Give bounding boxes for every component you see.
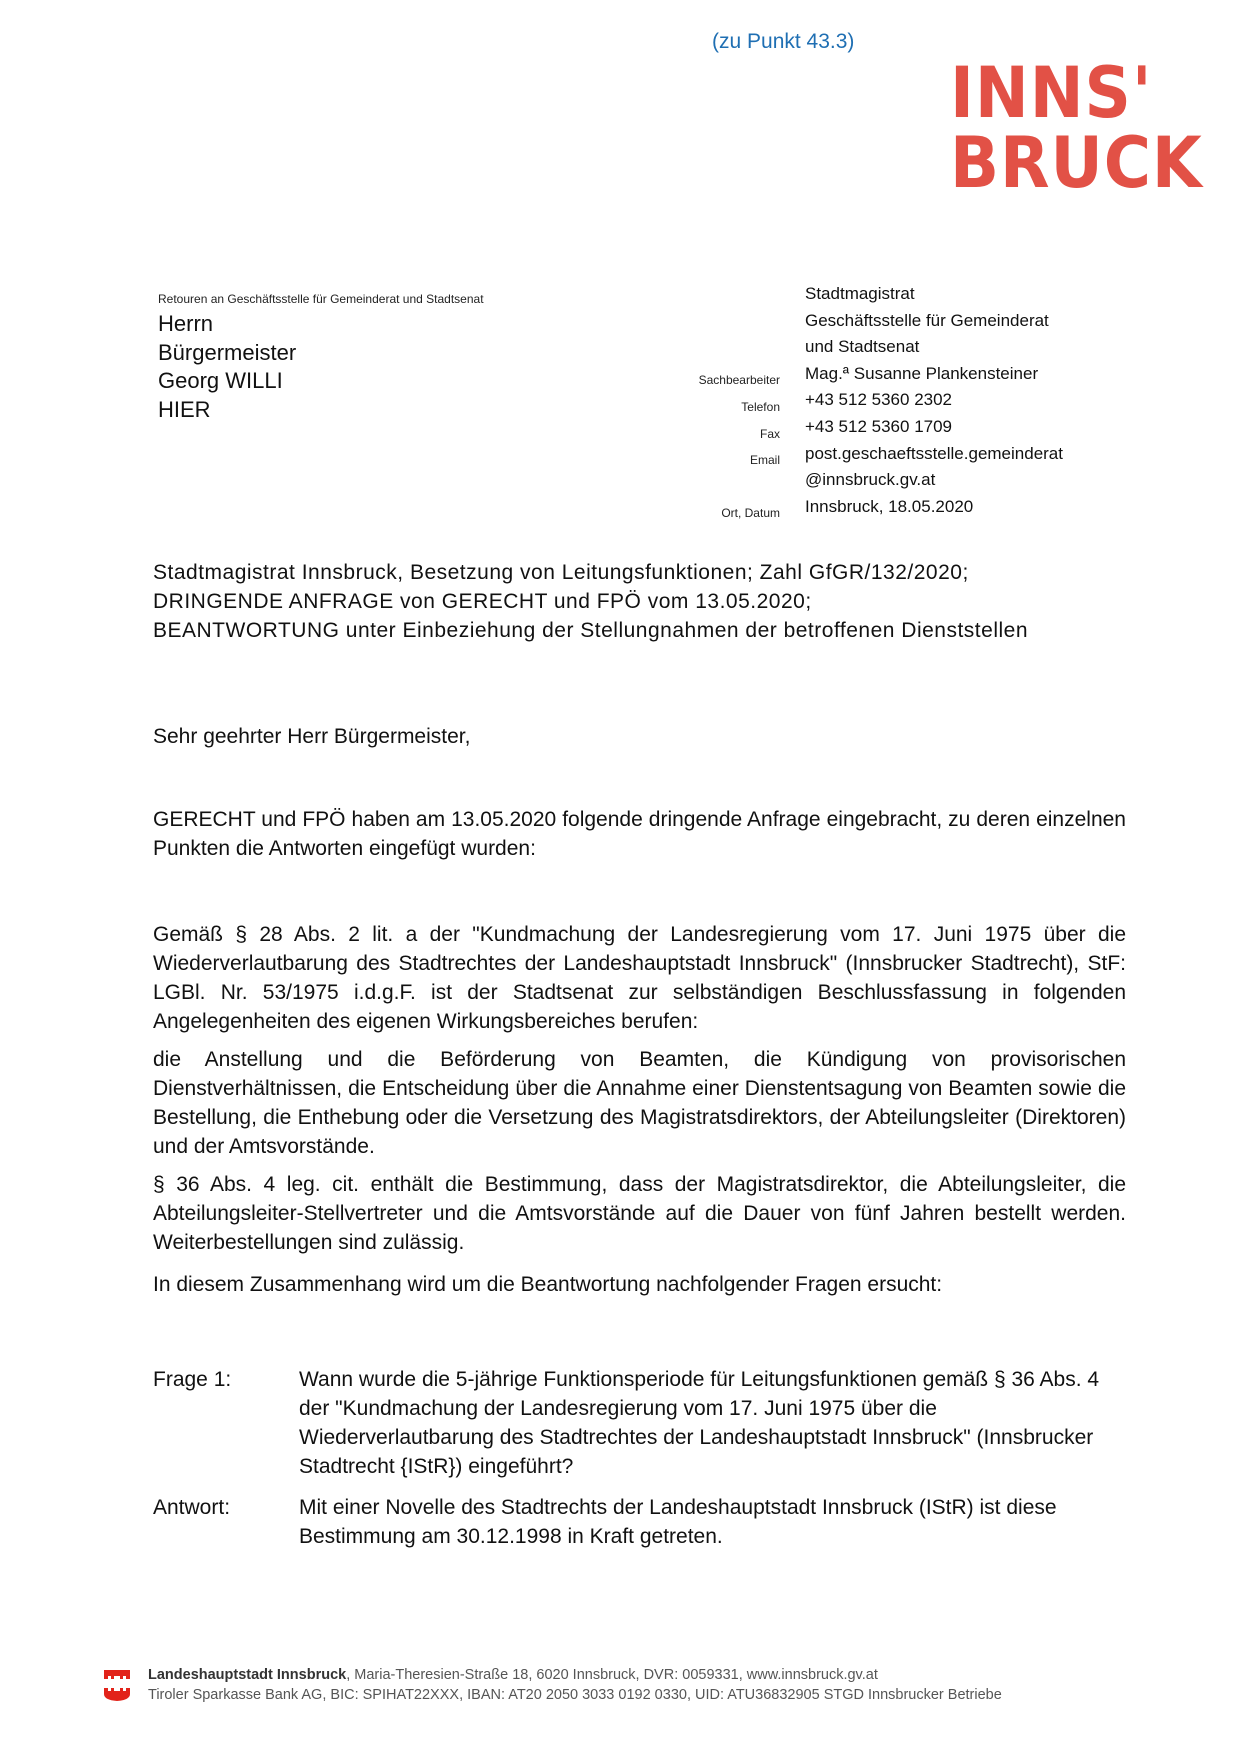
sender-row — [690, 364, 1210, 391]
city-crest-icon — [103, 1668, 131, 1702]
answer-label: Antwort: — [153, 1496, 231, 1519]
question-row — [153, 1365, 1126, 1481]
sender-row — [690, 470, 1210, 497]
answer-text: Mit einer Novelle des Stadtrechts der Landeshauptstadt Innsbruck (IStR) ist diese Bestimmung am 30.12.1998 in Kraft getreten. — [299, 1496, 1057, 1548]
sender-label: Telefon — [741, 399, 780, 414]
sender-row — [690, 417, 1210, 444]
sender-row — [690, 337, 1210, 364]
sender-value: Innsbruck, 18.05.2020 — [805, 496, 974, 516]
question-answer-list — [153, 1365, 1126, 1563]
sender-label: Ort, Datum — [721, 506, 780, 521]
sender-email-domain[interactable]: @innsbruck.gv.at — [805, 470, 936, 490]
salutation: Sehr geehrter Herr Bürgermeister, — [153, 725, 471, 748]
sender-row — [690, 444, 1210, 471]
intro-paragraph: GERECHT und FPÖ haben am 13.05.2020 folgende dringende Anfrage eingebracht, zu deren einzelnen Punkten die Antworten eingefügt wurden: — [153, 808, 1126, 860]
subject-line: BEANTWORTUNG unter Einbeziehung der Stellungnahmen der betroffenen Dienststellen — [153, 619, 1029, 642]
address-line: HIER — [158, 396, 211, 422]
subject-block — [153, 558, 1113, 645]
footer-org: Landeshauptstadt Innsbruck — [148, 1667, 347, 1683]
return-note: Retouren an Geschäftsstelle für Gemeinderat und Stadtsenat — [158, 292, 484, 306]
question-text: Wann wurde die 5-jährige Funktionsperiode für Leitungsfunktionen gemäß § 36 Abs. 4 der "Kundmachung der Landesregierung vom 17. Juni 1975 über die Wiederverlautbarung des Stadtrechtes der Landeshauptstadt Innsbruck" (Innsbrucker Stadtrecht {IStR}) eingeführt? — [299, 1368, 1100, 1478]
sender-row — [690, 311, 1210, 338]
logo-line-1: INNS' — [950, 52, 1153, 134]
sender-block — [690, 284, 1210, 523]
recipient-address — [158, 310, 296, 424]
footer-text — [148, 1665, 1002, 1705]
sender-label: Email — [749, 453, 780, 468]
subject-line: Stadtmagistrat Innsbruck, Besetzung von Leitungsfunktionen; Zahl GfGR/132/2020; — [153, 561, 969, 584]
sender-value: Mag.ª Susanne Plankensteiner — [805, 363, 1039, 383]
paragraph: Gemäß § 28 Abs. 2 lit. a der "Kundmachung der Landesregierung vom 17. Juni 1975 über die Wiederverlautbarung des Stadtrechtes der Landeshauptstadt Innsbruck" (Innsbrucker Stadtrecht), StF: LGBl. Nr. 53/1975 i.d.g.F. ist der Stadtsenat zur selbständigen Beschlussfassung in folgenden Angelegenheiten des eigenen Wirkungsbereiches berufen: — [153, 923, 1126, 1033]
sender-label: Sachbearbeiter — [698, 373, 780, 388]
paragraph: die Anstellung und die Beförderung von Beamten, die Kündigung von provisorischen Dienstverhältnissen, die Entscheidung über die Annahme einer Dienstentsagung von Beamten sowie die Bestellung, die Enthebung oder die Versetzung des Magistratsdirektors, der Abteilungsleiter (Direktoren) und der Amtsvorstände. — [153, 1048, 1126, 1158]
sender-row — [690, 497, 1210, 524]
subject-line: DRINGENDE ANFRAGE von GERECHT und FPÖ vom 13.05.2020; — [153, 590, 812, 613]
sender-row — [690, 390, 1210, 417]
question-label: Frage 1: — [153, 1368, 232, 1391]
innsbruck-logo — [950, 52, 1203, 204]
sender-email[interactable]: post.geschaeftsstelle.gemeinderat — [805, 443, 1063, 463]
sender-value: +43 512 5360 2302 — [805, 390, 953, 410]
address-line: Bürgermeister — [158, 339, 297, 365]
logo-line-2: BRUCK — [950, 122, 1203, 204]
sender-value: Stadtmagistrat — [805, 284, 915, 303]
paragraph: In diesem Zusammenhang wird um die Beantwortung nachfolgender Fragen ersucht: — [153, 1273, 943, 1296]
sender-value: +43 512 5360 1709 — [805, 416, 953, 436]
agenda-reference: (zu Punkt 43.3) — [712, 30, 855, 53]
sender-label: Fax — [759, 426, 780, 441]
sender-row — [690, 284, 1210, 311]
footer-line-1 — [148, 1665, 1002, 1685]
sender-value: Geschäftsstelle für Gemeinderat — [805, 310, 1049, 330]
paragraph: § 36 Abs. 4 leg. cit. enthält die Bestimmung, dass der Magistratsdirektor, die Abteilungsleiter, die Abteilungsleiter-Stellvertreter und die Amtsvorstände auf die Dauer von fünf Jahren bestellt werden. Weiterbestellungen sind zulässig. — [153, 1173, 1126, 1254]
sender-value: und Stadtsenat — [805, 337, 920, 357]
footer-address: , Maria-Theresien-Straße 18, 6020 Innsbruck, DVR: 0059331, www.innsbruck.gv.at — [346, 1667, 878, 1683]
address-line: Georg WILLI — [158, 368, 283, 393]
address-line: Herrn — [158, 311, 214, 336]
body-paragraphs — [153, 920, 1126, 1299]
footer — [103, 1665, 1143, 1705]
footer-line-2: Tiroler Sparkasse Bank AG, BIC: SPIHAT22XXX, IBAN: AT20 2050 3033 0192 0330, UID: ATU36832905 STGD Innsbrucker Betriebe — [148, 1687, 1002, 1703]
answer-row — [153, 1493, 1126, 1551]
